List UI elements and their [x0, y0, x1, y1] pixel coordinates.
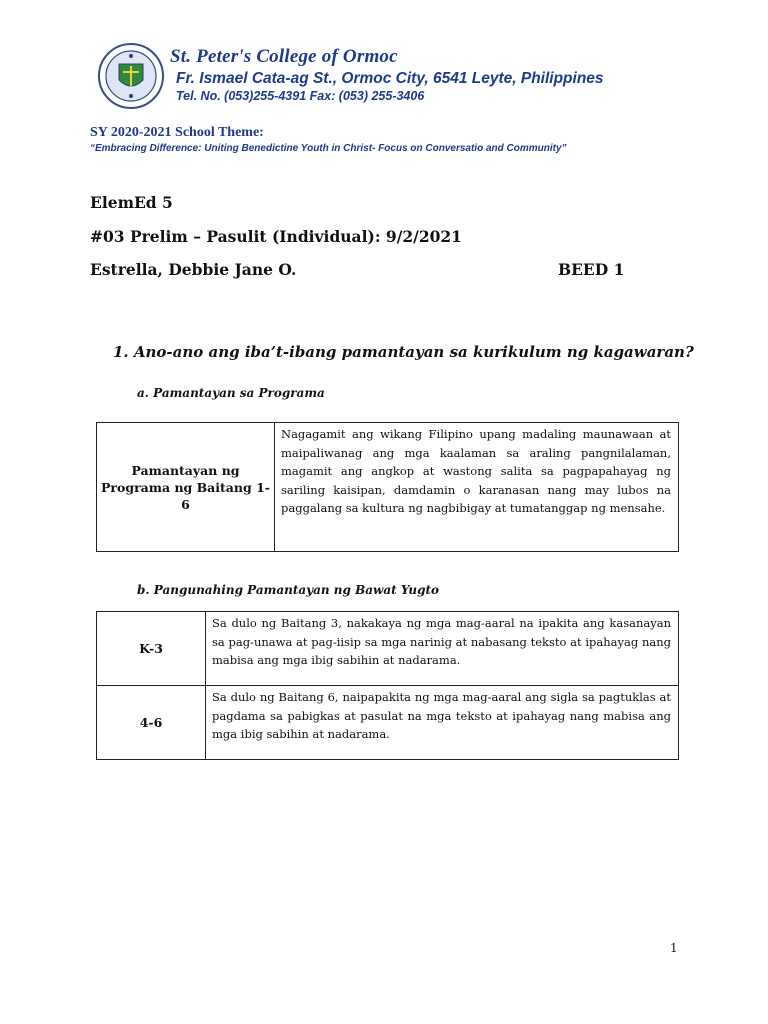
- table-row: [97, 423, 679, 552]
- question-1: 1. Ano-ano ang iba’t-ibang pamantayan sa kurikulum ng kagawaran?: [113, 343, 694, 361]
- section-a-title: a. Pamantayan sa Programa: [137, 386, 325, 400]
- school-address: Fr. Ismael Cata-ag St., Ormoc City, 6541 Leyte, Philippines: [176, 70, 604, 87]
- student-name: Estrella, Debbie Jane O.: [90, 260, 297, 279]
- table-row: [97, 612, 679, 686]
- row-text: Sa dulo ng Baitang 6, naipapakita ng mga mag-aaral ang sigla sa pagtuklas at pagdama sa pabigkas at pasulat na mga teksto at ipahayag nang mabisa ang mga ibig sabihin at nadarama.: [206, 686, 679, 760]
- stage-standards-table: [96, 611, 679, 760]
- row-label: 4-6: [97, 686, 206, 760]
- exam-title: #03 Prelim – Pasulit (Individual): 9/2/2021: [90, 227, 462, 246]
- row-label: Pamantayan ng Programa ng Baitang 1-6: [97, 423, 275, 552]
- section-b-title: b. Pangunahing Pamantayan ng Bawat Yugto: [137, 583, 440, 597]
- school-theme-text: “Embracing Difference: Uniting Benedictine Youth in Christ- Focus on Conversatio and Community”: [90, 143, 567, 154]
- course-title: ElemEd 5: [90, 193, 173, 212]
- program-standards-table: [96, 422, 679, 552]
- school-seal-icon: [97, 42, 165, 110]
- row-text: Nagagamit ang wikang Filipino upang madaling maunawaan at maipaliwanag ang mga kaalaman sa araling pangnilalaman, magamit ang angkop at wastong salita sa pagpapahayag ng sariling kaisipan, damdamin o karanasan nang may lubos na paggalang sa kultura ng nagbibigay at tumatanggap ng mensahe.: [275, 423, 679, 552]
- page-number: 1: [670, 941, 678, 955]
- school-theme-label: SY 2020-2021 School Theme:: [90, 125, 264, 140]
- row-text: Sa dulo ng Baitang 3, nakakaya ng mga mag-aaral na ipakita ang kasanayan sa pag-unawa at pag-iisip sa mga narinig at nabasang teksto at ipahayag nang mabisa ang mga ibig sabihin at nadarama.: [206, 612, 679, 686]
- school-contact: Tel. No. (053)255-4391 Fax: (053) 255-3406: [176, 89, 425, 103]
- table-row: [97, 686, 679, 760]
- student-program: BEED 1: [558, 260, 625, 279]
- row-label: K-3: [97, 612, 206, 686]
- school-name: St. Peter's College of Ormoc: [170, 46, 398, 67]
